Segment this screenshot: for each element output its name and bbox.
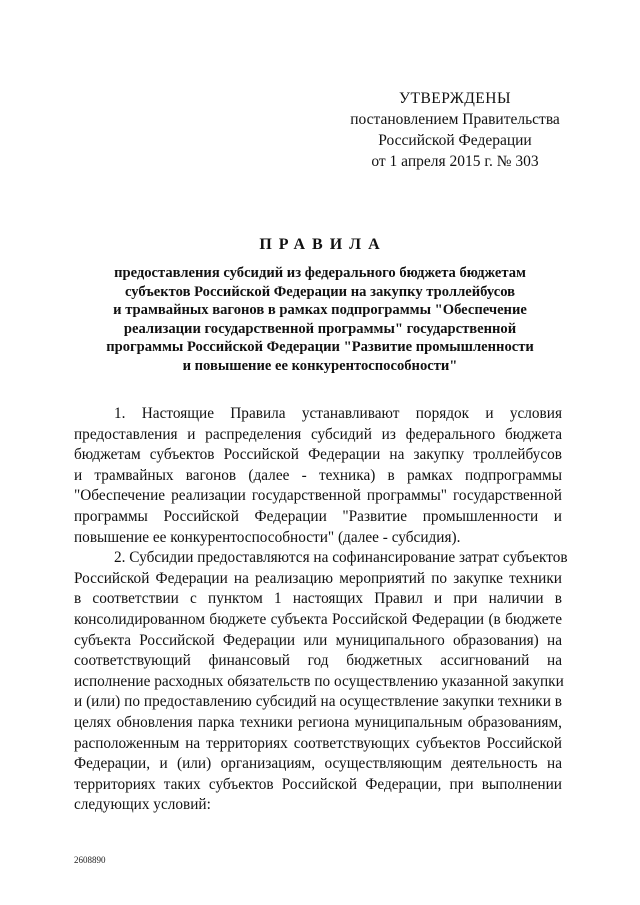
paragraph-line: повышение ее конкурентоспособности" (далее - субсидия). bbox=[74, 528, 461, 546]
paragraph-line: территориях таких субъектов Российской Федерации, при выполнении bbox=[74, 775, 562, 793]
subtitle-line: предоставления субсидий из федерального бюджета бюджетам bbox=[114, 265, 526, 281]
paragraph-line: консолидированном бюджете субъекта Российской Федерации (в бюджете bbox=[74, 610, 562, 628]
document-code: 2608890 bbox=[74, 855, 106, 865]
paragraph-line: Российской Федерации на реализацию мероприятий по закупке техники bbox=[74, 569, 562, 587]
document-subtitle bbox=[95, 264, 545, 375]
subtitle-line: программы Российской Федерации "Развитие промышленности bbox=[106, 339, 534, 355]
paragraph-line: соответствующий финансовый год бюджетных ассигнований на bbox=[74, 652, 562, 670]
approval-resolution-line: постановлением Правительства bbox=[350, 111, 560, 128]
approval-block bbox=[340, 88, 570, 172]
paragraph-line: Федерации, и (или) организациям, осуществляющим деятельность на bbox=[74, 755, 562, 773]
subtitle-line: субъектов Российской Федерации на закупку троллейбусов bbox=[124, 283, 516, 300]
paragraph-line: 2. Субсидии предоставляются на софинансирование затрат субъектов bbox=[114, 549, 568, 567]
paragraph-line: и трамвайных вагонов (далее - техника) в рамках подпрограммы bbox=[74, 466, 562, 484]
paragraph-line: и (или) по предоставлению субсидий на осуществление закупки техники в bbox=[74, 693, 562, 711]
subtitle-line: и трамвайных вагонов в рамках подпрограммы "Обеспечение bbox=[113, 302, 527, 318]
paragraph-line: 1. Настоящие Правила устанавливают порядок и условия bbox=[114, 405, 562, 422]
paragraph-line: следующих условий: bbox=[74, 796, 211, 814]
subtitle-line: реализации государственной программы" государственной bbox=[123, 320, 517, 337]
paragraph-line: предоставления и распределения субсидий из федерального бюджета bbox=[74, 425, 562, 443]
paragraph-line: программы Российской Федерации "Развитие промышленности и bbox=[74, 507, 562, 525]
paragraph-2 bbox=[74, 548, 568, 816]
approval-heading: УТВЕРЖДЕНЫ bbox=[399, 90, 511, 107]
paragraph-1 bbox=[74, 404, 562, 548]
paragraph-line: "Обеспечение реализации государственной программы" государственной bbox=[74, 487, 562, 505]
document-title: ПРАВИЛА bbox=[259, 236, 387, 253]
paragraph-line: субъекта Российской Федерации или муниципального образования) на bbox=[74, 631, 562, 649]
approval-authority-line: Российской Федерации bbox=[378, 132, 532, 149]
subtitle-line: и повышение ее конкурентоспособности" bbox=[182, 357, 458, 374]
paragraph-line: целях обновления парка техники региона муниципальным образованиям, bbox=[74, 713, 562, 731]
paragraph-line: в соответствии с пунктом 1 настоящих Правил и при наличии в bbox=[74, 590, 562, 608]
paragraph-line: бюджетам субъектов Российской Федерации на закупку троллейбусов bbox=[74, 446, 562, 464]
document-body bbox=[74, 404, 568, 816]
approval-date-line: от 1 апреля 2015 г. № 303 bbox=[371, 153, 539, 170]
paragraph-line: расположенным на территориях соответствующих субъектов Российской bbox=[74, 734, 562, 752]
paragraph-line: исполнение расходных обязательств по осуществлению указанной закупки bbox=[74, 672, 564, 690]
